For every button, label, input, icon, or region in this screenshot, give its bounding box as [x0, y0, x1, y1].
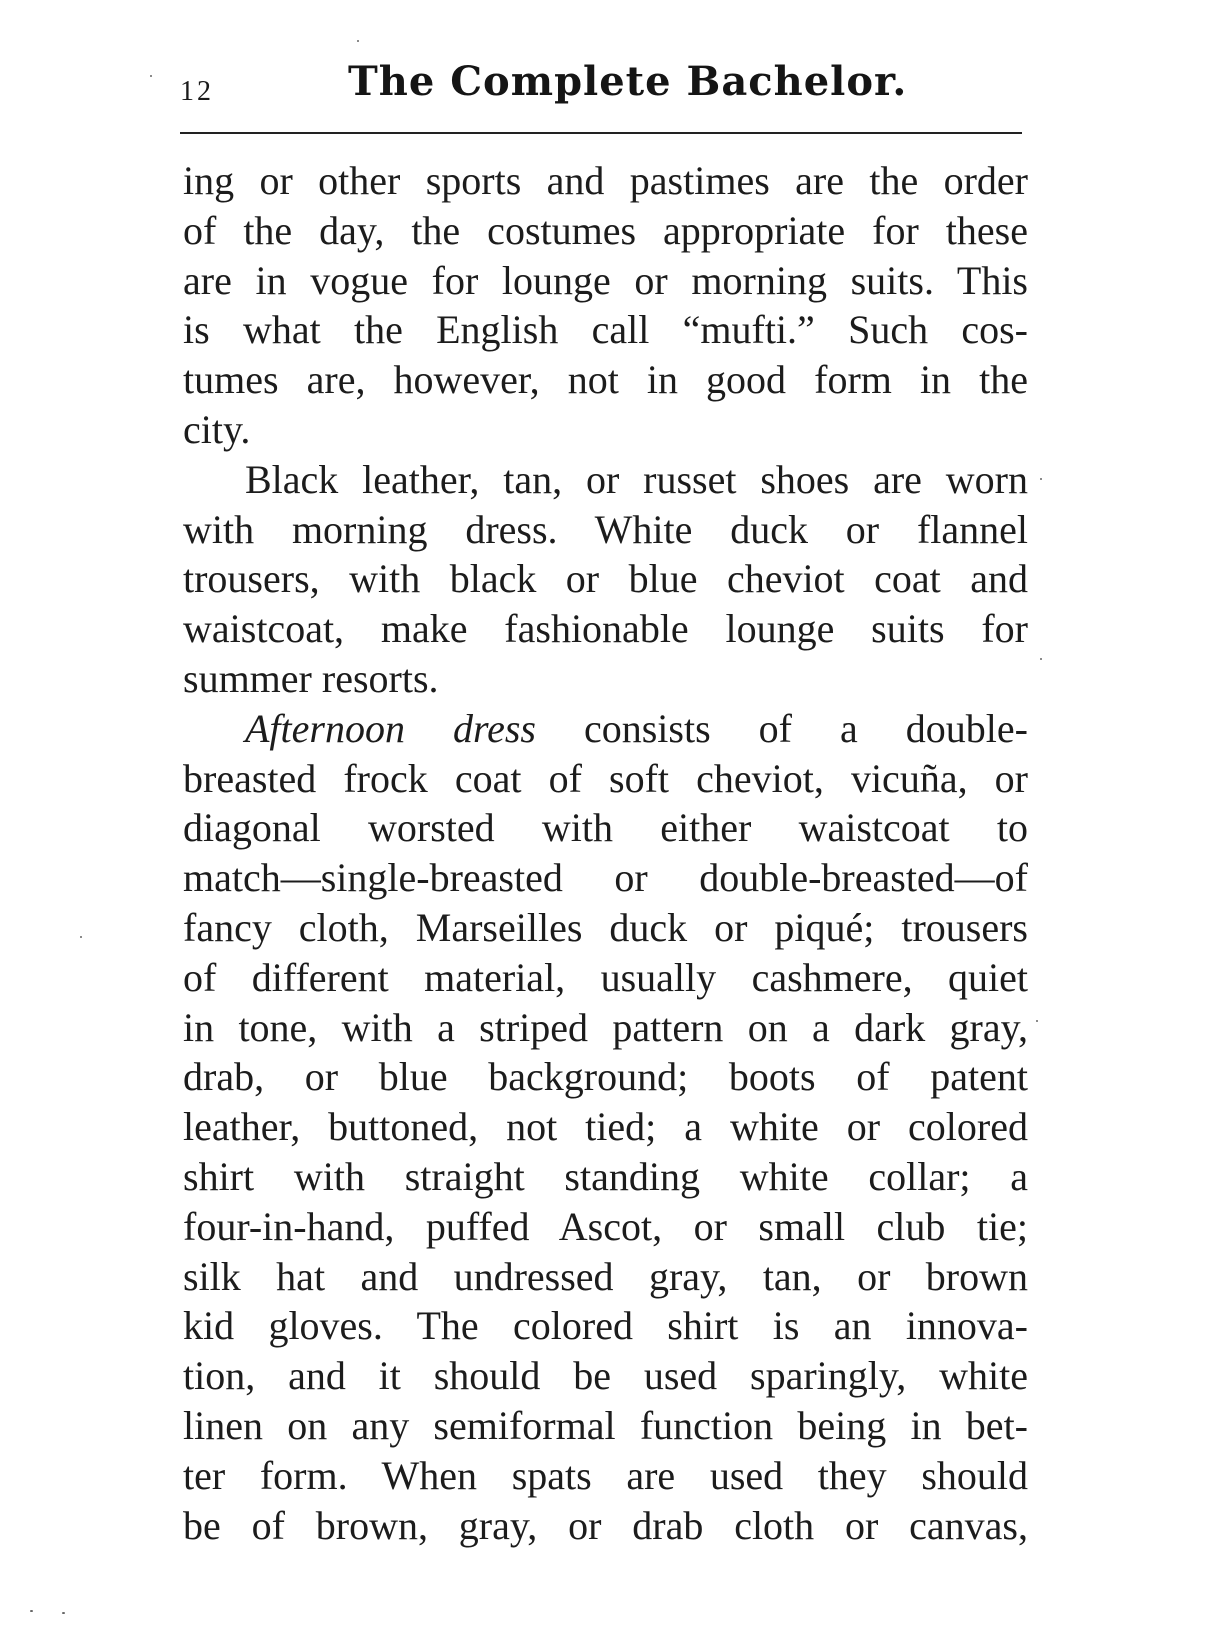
text-line: drab, or blue background; boots of patent — [183, 1054, 1028, 1100]
italic-phrase: Afternoon dress — [245, 705, 536, 751]
text-line: ing or other sports and pastimes are the order — [183, 158, 1028, 203]
scan-speck — [1040, 658, 1042, 660]
text-line: of the day, the costumes appropriate for these — [183, 207, 1028, 253]
text-line: breasted frock coat of soft cheviot, vicuña, or — [183, 755, 1028, 801]
text-line: tion, and it should be used sparingly, white — [183, 1353, 1028, 1399]
text-line: shirt with straight standing white collar; a — [183, 1153, 1028, 1199]
scan-speck — [1040, 478, 1042, 480]
text-line: ter form. When spats are used they should — [183, 1452, 1028, 1498]
body-text — [183, 156, 1028, 1550]
text-line: four-in-hand, puffed Ascot, or small club tie; — [183, 1203, 1028, 1249]
text-line: leather, buttoned, not tied; a white or colored — [183, 1104, 1028, 1150]
text-line: match—single-breasted or double-breasted—of — [183, 855, 1028, 901]
scan-speck — [62, 1612, 65, 1614]
text-line: of different material, usually cashmere, quiet — [183, 954, 1028, 1000]
text-line: tumes are, however, not in good form in the — [183, 357, 1028, 403]
scan-speck — [80, 936, 82, 938]
text-line: city. — [183, 406, 251, 452]
text-line: kid gloves. The colored shirt is an innova- — [183, 1303, 1028, 1349]
text-line: waistcoat, make fashionable lounge suits for — [183, 606, 1028, 652]
header-rule — [180, 132, 1022, 134]
page-header — [180, 58, 1022, 118]
text-line: trousers, with black or blue cheviot coat and — [183, 556, 1028, 602]
page-number: 12 — [180, 76, 214, 107]
running-title: The Complete Bachelor. — [348, 58, 908, 105]
scan-speck — [150, 75, 152, 77]
text-line: Black leather, tan, or russet shoes are worn — [245, 456, 1028, 502]
text-line — [183, 704, 1028, 754]
text-line: with morning dress. White duck or flannel — [183, 506, 1028, 552]
scan-speck — [30, 1610, 33, 1612]
text-fragment: consists of a double- — [535, 705, 1028, 751]
text-line: fancy cloth, Marseilles duck or piqué; trousers — [183, 904, 1028, 950]
text-line: in tone, with a striped pattern on a dark gray, — [183, 1004, 1028, 1050]
scan-speck — [357, 40, 359, 42]
text-line: summer resorts. — [183, 655, 439, 701]
text-line: is what the English call “mufti.” Such cos- — [183, 307, 1028, 353]
text-line: diagonal worsted with either waistcoat to — [183, 805, 1028, 851]
text-line: are in vogue for lounge or morning suits. This — [183, 257, 1028, 303]
text-line: linen on any semiformal function being in bet- — [183, 1402, 1028, 1448]
scan-speck — [1036, 1020, 1038, 1022]
text-line: be of brown, gray, or drab cloth or canvas, — [183, 1502, 1028, 1548]
text-line: silk hat and undressed gray, tan, or brown — [183, 1253, 1028, 1299]
